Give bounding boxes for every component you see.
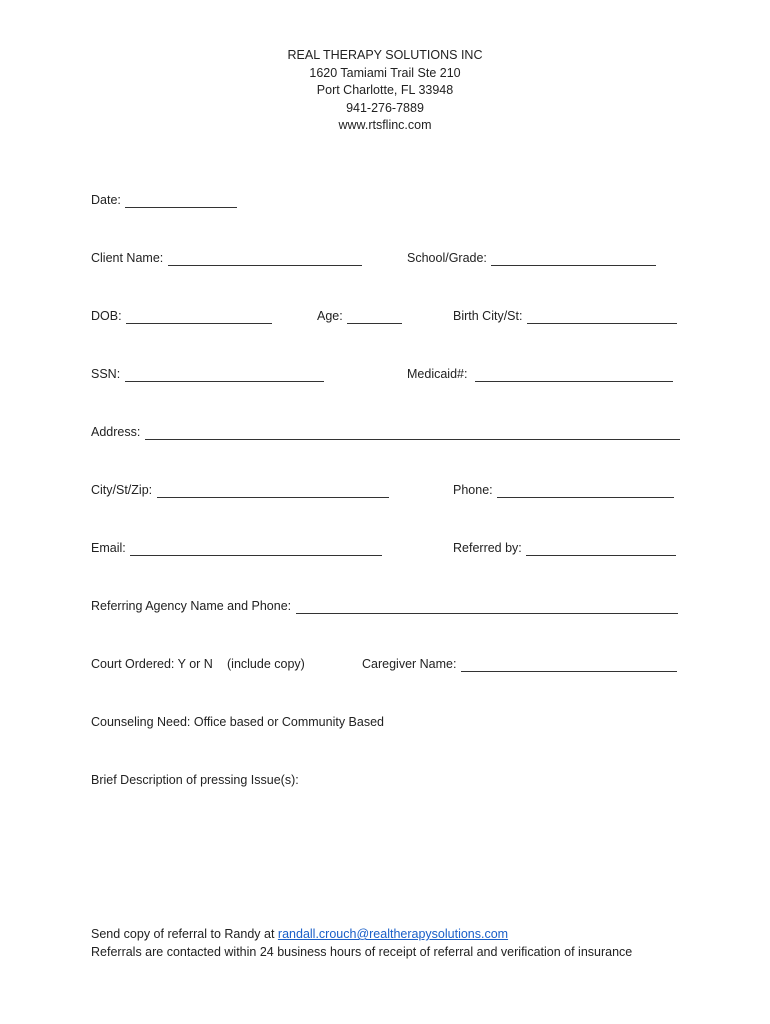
city-st-zip-blank[interactable]	[157, 485, 389, 498]
age-row	[317, 308, 402, 324]
referring-agency-label: Referring Agency Name and Phone:	[91, 599, 292, 613]
counseling-need-label: Counseling Need: Office based or Community Based	[91, 715, 384, 729]
medicaid-label: Medicaid#:	[407, 367, 468, 381]
brief-description-label: Brief Description of pressing Issue(s):	[91, 773, 299, 787]
counseling-need-row	[91, 714, 384, 730]
send-copy-line	[91, 926, 632, 944]
date-label: Date:	[91, 193, 121, 207]
email-label: Email:	[91, 541, 126, 555]
caregiver-name-blank[interactable]	[461, 659, 677, 672]
client-name-blank[interactable]	[168, 253, 362, 266]
referring-agency-blank[interactable]	[296, 601, 678, 614]
footer	[91, 926, 632, 961]
address-blank[interactable]	[145, 427, 680, 440]
school-grade-row	[407, 250, 656, 266]
city-st-zip-label: City/St/Zip:	[91, 483, 153, 497]
include-copy-note: (include copy)	[227, 657, 305, 671]
dob-row	[91, 308, 272, 324]
medicaid-blank[interactable]	[475, 369, 673, 382]
phone-row	[453, 482, 674, 498]
company-website: www.rtsflinc.com	[338, 118, 432, 132]
medicaid-row	[407, 366, 673, 382]
birth-city-blank[interactable]	[527, 311, 677, 324]
phone-blank[interactable]	[497, 485, 674, 498]
ssn-row	[91, 366, 324, 382]
letterhead	[0, 47, 770, 135]
ssn-label: SSN:	[91, 367, 121, 381]
address-label: Address:	[91, 425, 141, 439]
ssn-blank[interactable]	[125, 369, 324, 382]
email-row	[91, 540, 382, 556]
date-blank[interactable]	[125, 195, 237, 208]
company-street: 1620 Tamiami Trail Ste 210	[309, 65, 461, 80]
school-grade-label: School/Grade:	[407, 251, 487, 265]
brief-description-row	[91, 772, 299, 788]
company-phone: 941-276-7889	[346, 100, 424, 115]
age-blank[interactable]	[347, 311, 402, 324]
court-ordered-row	[91, 656, 213, 672]
court-ordered-label: Court Ordered: Y or N	[91, 657, 213, 671]
send-copy-text: Send copy of referral to Randy at	[91, 927, 275, 941]
referral-email-link[interactable]: randall.crouch@realtherapysolutions.com	[277, 927, 509, 941]
include-copy-row	[227, 656, 305, 672]
email-blank[interactable]	[130, 543, 382, 556]
birth-city-label: Birth City/St:	[453, 309, 523, 323]
client-name-label: Client Name:	[91, 251, 164, 265]
city-st-zip-row	[91, 482, 389, 498]
address-row	[91, 424, 680, 440]
contact-note: Referrals are contacted within 24 business hours of receipt of referral and verification of insurance	[91, 944, 633, 959]
company-name: REAL THERAPY SOLUTIONS INC	[287, 48, 483, 62]
referred-by-row	[453, 540, 676, 556]
date-row	[91, 192, 237, 208]
school-grade-blank[interactable]	[491, 253, 656, 266]
dob-label: DOB:	[91, 309, 122, 323]
referred-by-label: Referred by:	[453, 541, 522, 555]
referring-agency-row	[91, 598, 678, 614]
referred-by-blank[interactable]	[526, 543, 676, 556]
dob-blank[interactable]	[126, 311, 272, 324]
caregiver-name-label: Caregiver Name:	[362, 657, 457, 671]
company-city: Port Charlotte, FL 33948	[316, 83, 454, 97]
birth-city-row	[453, 308, 677, 324]
caregiver-name-row	[362, 656, 677, 672]
phone-label: Phone:	[453, 483, 493, 497]
age-label: Age:	[317, 309, 343, 323]
client-name-row	[91, 250, 362, 266]
